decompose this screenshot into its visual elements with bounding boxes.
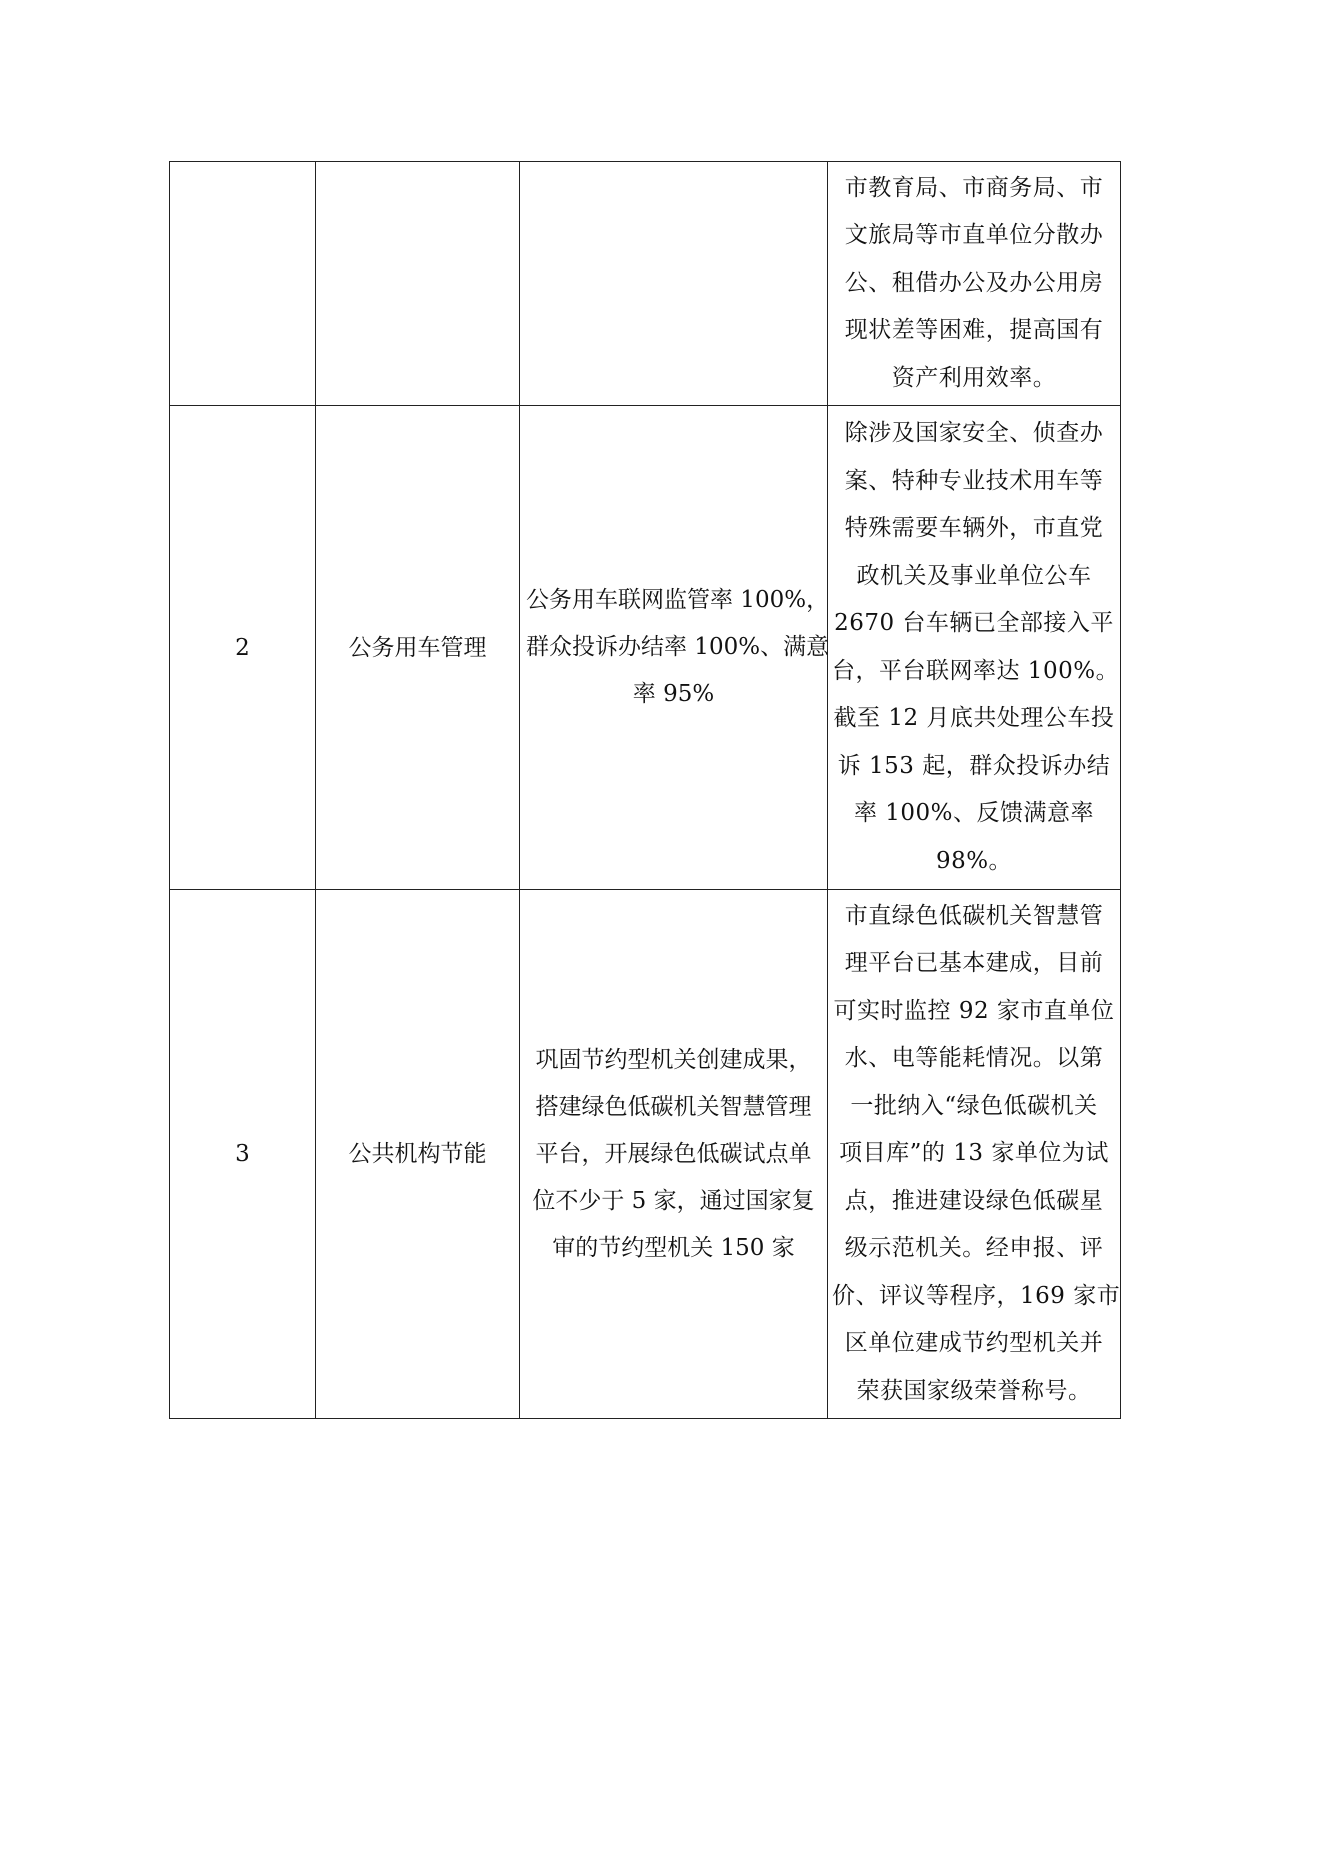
row-number-cell <box>170 162 316 406</box>
text-line: 市教育局、市商务局、市 <box>844 174 1104 201</box>
row-number-cell: 3 <box>170 890 316 1419</box>
text-line: 公务用车联网监管率 100%， <box>526 587 830 613</box>
text-line: 平台，开展绿色低碳试点单 <box>535 1140 812 1167</box>
item-name-cell: 公共机构节能 <box>316 890 520 1419</box>
text-line: 水、电等能耗情况。以第 <box>844 1045 1104 1072</box>
text-line: 台，平台联网率达 100%。 <box>832 657 1120 684</box>
item-name-cell <box>316 162 520 406</box>
table-row <box>170 890 1121 1419</box>
text-line: 级示范机关。经申报、评 <box>844 1235 1104 1262</box>
text-line: 搭建绿色低碳机关智慧管理 <box>535 1093 812 1120</box>
text-line: 点，推进建设绿色低碳星 <box>844 1187 1104 1214</box>
text-line: 率 95% <box>632 681 715 707</box>
row-number-cell: 2 <box>170 406 316 890</box>
work-progress-table <box>169 161 1121 1419</box>
item-name-cell: 公务用车管理 <box>316 406 520 890</box>
text-line: 荣获国家级荣誉称号。 <box>856 1377 1092 1404</box>
text-line: 市直绿色低碳机关智慧管 <box>844 902 1104 929</box>
text-line: 公、租借办公及办公用房 <box>844 269 1104 296</box>
result-cell <box>828 406 1121 890</box>
text-line: 政机关及事业单位公车 <box>856 562 1092 589</box>
target-cell <box>520 406 828 890</box>
text-line: 特殊需要车辆外，市直党 <box>844 515 1104 541</box>
text-line: 文旅局等市直单位分散办 <box>844 222 1104 249</box>
text-line: 位不少于 5 家，通过国家复 <box>532 1187 815 1214</box>
text-line: 区单位建成节约型机关并 <box>844 1330 1104 1357</box>
text-line: 2670 台车辆已全部接入平 <box>834 610 1114 636</box>
result-cell <box>828 890 1121 1419</box>
result-cell <box>828 162 1121 406</box>
text-line: 除涉及国家安全、侦查办 <box>844 420 1104 446</box>
text-line: 率 100%、反馈满意率 <box>853 800 1095 826</box>
text-line: 群众投诉办结率 100%、满意 <box>526 634 830 660</box>
table-row <box>170 406 1121 890</box>
text-line: 截至 12 月底共处理公车投 <box>833 705 1115 731</box>
text-line: 资产利用效率。 <box>891 364 1057 391</box>
table-row <box>170 162 1121 406</box>
text-line: 现状差等困难，提高国有 <box>844 317 1104 344</box>
text-line: 可实时监控 92 家市直单位 <box>833 997 1115 1024</box>
text-line: 巩固节约型机关创建成果， <box>535 1046 812 1073</box>
text-line: 98%。 <box>935 847 1013 874</box>
target-cell <box>520 890 828 1419</box>
target-cell <box>520 162 828 406</box>
text-line: 诉 153 起，群众投诉办结 <box>837 752 1111 779</box>
text-line: 项目库”的 13 家单位为试 <box>839 1140 1109 1167</box>
text-line: 理平台已基本建成，目前 <box>844 950 1104 977</box>
text-line: 案、特种专业技术用车等 <box>844 467 1104 494</box>
text-line: 价、评议等程序，169 家市 <box>832 1282 1121 1309</box>
text-line: 审的节约型机关 150 家 <box>552 1234 795 1261</box>
text-line: 一批纳入“绿色低碳机关 <box>850 1092 1098 1119</box>
